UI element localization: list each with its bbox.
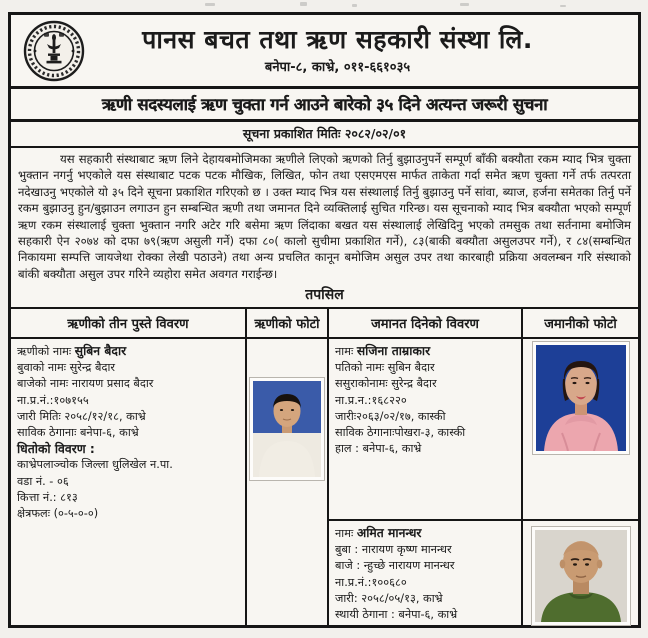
guarantor1-name-line bbox=[335, 343, 515, 360]
guarantor1-line: ससुराकोनामः सुरेन्द्र बैदार bbox=[335, 377, 437, 391]
newspaper-crop-remnant bbox=[0, 0, 648, 12]
collateral-line: क्षेत्रफलः (०-५-०-०) bbox=[17, 507, 99, 521]
col-header-guarantor-photo: जमानीको फोटो bbox=[521, 307, 638, 337]
guarantor1-line: साविक ठेगानाःपोखरा-३, कास्की bbox=[335, 426, 466, 440]
notice-document bbox=[8, 12, 641, 628]
guarantor2-name-line bbox=[335, 525, 515, 542]
guarantor1-line: ना.प्र.न.:१६८२२० bbox=[335, 393, 407, 407]
guarantor2-line: जारी: २०५८/०५/१३, काभ्रे bbox=[335, 591, 443, 605]
guarantor1-details-cell bbox=[327, 337, 521, 519]
guarantor1-line: जारीः२०६३/०२/१७, कास्की bbox=[335, 409, 446, 423]
guarantor2-photo bbox=[531, 526, 631, 626]
guarantor2-line: स्थायी ठेगाना : बनेपा-६, काभ्रे bbox=[335, 608, 458, 622]
debtor-name-line bbox=[17, 343, 239, 360]
guarantor2-name-label: नामः bbox=[335, 527, 354, 540]
debtor-line: बाजेको नामः नारायण प्रसाद बैदार bbox=[17, 377, 154, 391]
debtor-line: जारी मितिः २०५८/१२/१८, काभ्रे bbox=[17, 409, 146, 423]
debtor-line: ना.प्र.नं.:१०७१५५ bbox=[17, 393, 89, 407]
guarantor2-line: बाजे : न्हुच्छे नारायण मानन्धर bbox=[335, 559, 455, 573]
col-header-debtor-photo: ऋणीको फोटो bbox=[245, 307, 327, 337]
seal-icon bbox=[23, 20, 85, 82]
debtor-photo bbox=[249, 377, 325, 481]
col-header-guarantor-details: जमानत दिनेको विवरण bbox=[327, 307, 521, 337]
notice-body-text: यस सहकारी संस्थाबाट ऋण लिने देहायबमोजिमका ऋणीले लिएको ऋणको तिर्नु बुझाउनुपर्ने सम्पूर्ण बाँकी बक्यौता रकम म्याद भित्र चुक्ता भुक्तान नगर्नु भएकोले यस संस्थाबाट पटक पटक मौखिक, लिखित, फोन तथा एसएमएस मार्फत ताकेता गर्दा समेत ऋण चुक्ता गर्ने तर्फ तत्परता नदेखाउनु भएकोले यो ३५ दिने सूचना प्रकाशित गरिएको छ । उक्त म्याद भित्र यस संस्थालाई तिर्नु बुझाउनु पर्ने सांवा, ब्याज, हर्जना समेतका तिर्नु पर्ने रकम बुझाउनु हुन/बुझाउन लगाउन हुन सम्बन्धित ऋणी तथा जमानत दिने व्यक्तिलाई सुचित गरिन्छ। यस सूचनाको म्याद भित्र बक्यौता भएको सम्पूर्ण ऋण रकम संस्थालाई चुक्ता भुक्तान नगरि अटेर गरि बसेमा ऋण लिंदाका बखत यस संस्थालाई लेखिदिनु भएको तमसुक तथा सर्तनामा बमोजिम सहकारी ऐन २०७४ को दफा ७९(ऋण असुली गर्ने) दफा ८०( कालो सुचीमा प्रकाशित गर्ने), ८३(बाकी बक्यौता असुलउपर गर्ने), र ८४(सम्बन्धित निकायमा सम्पत्ति जायजेथा रोक्का लेखी पठाउने) तथा अन्य प्रचलित कानून बमोजिम असुल उपर तथा कारबाही प्रक्रिया अवलम्बन गरि संस्थाको बांकी बक्यौता असुल उपर गरिने व्यहोरा समेत अवगत गराईन्छ। bbox=[18, 152, 631, 281]
collateral-line: वडा नं. - ०६ bbox=[17, 474, 69, 488]
guarantor2-name: अमित मानन्धर bbox=[356, 526, 422, 540]
debtor-line: बुवाको नामः सुरेन्द्र बैदार bbox=[17, 361, 116, 375]
debtor-name-label: ऋणीको नामः bbox=[17, 345, 72, 358]
published-date: सूचना प्रकाशित मितिः २०८२/०२/०१ bbox=[11, 122, 638, 148]
collateral-line: कित्ता नं.: ८१३ bbox=[17, 490, 78, 504]
debtor-photo-cell bbox=[245, 337, 327, 627]
debtor-line: साविक ठेगानाः बनेपा-६, काभ्रे bbox=[17, 426, 139, 440]
debtor-details-cell bbox=[11, 337, 245, 627]
details-table bbox=[11, 307, 638, 627]
guarantor2-line: बुबा : नारायण कृष्ण मानन्धर bbox=[335, 543, 452, 557]
org-name: पानस बचत तथा ऋण सहकारी संस्था लि. bbox=[142, 25, 533, 55]
guarantor1-photo bbox=[532, 341, 630, 455]
org-address: बनेपा-८, काभ्रे, ०११-६६१०३५ bbox=[264, 59, 411, 75]
col-header-debtor-details: ऋणीको तीन पुस्ते विवरण bbox=[11, 307, 245, 337]
debtor-name: सुबिन बैदार bbox=[74, 344, 127, 358]
guarantor2-photo-cell bbox=[521, 519, 638, 627]
cooperative-seal-logo bbox=[11, 20, 97, 82]
guarantor1-line: हाल : बनेपा-६, काभ्रे bbox=[335, 442, 422, 456]
guarantor2-details-cell bbox=[327, 519, 521, 627]
guarantor1-name-label: नामः bbox=[335, 345, 354, 358]
tapasil-heading: तपसिल bbox=[305, 287, 344, 303]
masthead bbox=[11, 15, 638, 86]
notice-title: ऋणी सदस्यलाई ऋण चुक्ता गर्न आउने बारेको ३५ दिने अत्यन्त जरूरी सुचना bbox=[11, 86, 638, 122]
guarantor1-name: सजिना ताम्राकार bbox=[356, 344, 431, 358]
notice-body bbox=[11, 148, 638, 281]
guarantor1-photo-cell bbox=[521, 337, 638, 519]
masthead-text bbox=[97, 26, 638, 75]
collateral-heading: धितोको विवरण : bbox=[17, 442, 95, 457]
guarantor1-line: पतिको नामः सुबिन बैदार bbox=[335, 361, 435, 375]
collateral-line: काभ्रेपलाञ्चोक जिल्ला धुलिखेल न.पा. bbox=[17, 458, 173, 472]
guarantor2-line: ना.प्र.नं.:१००६८० bbox=[335, 575, 407, 589]
